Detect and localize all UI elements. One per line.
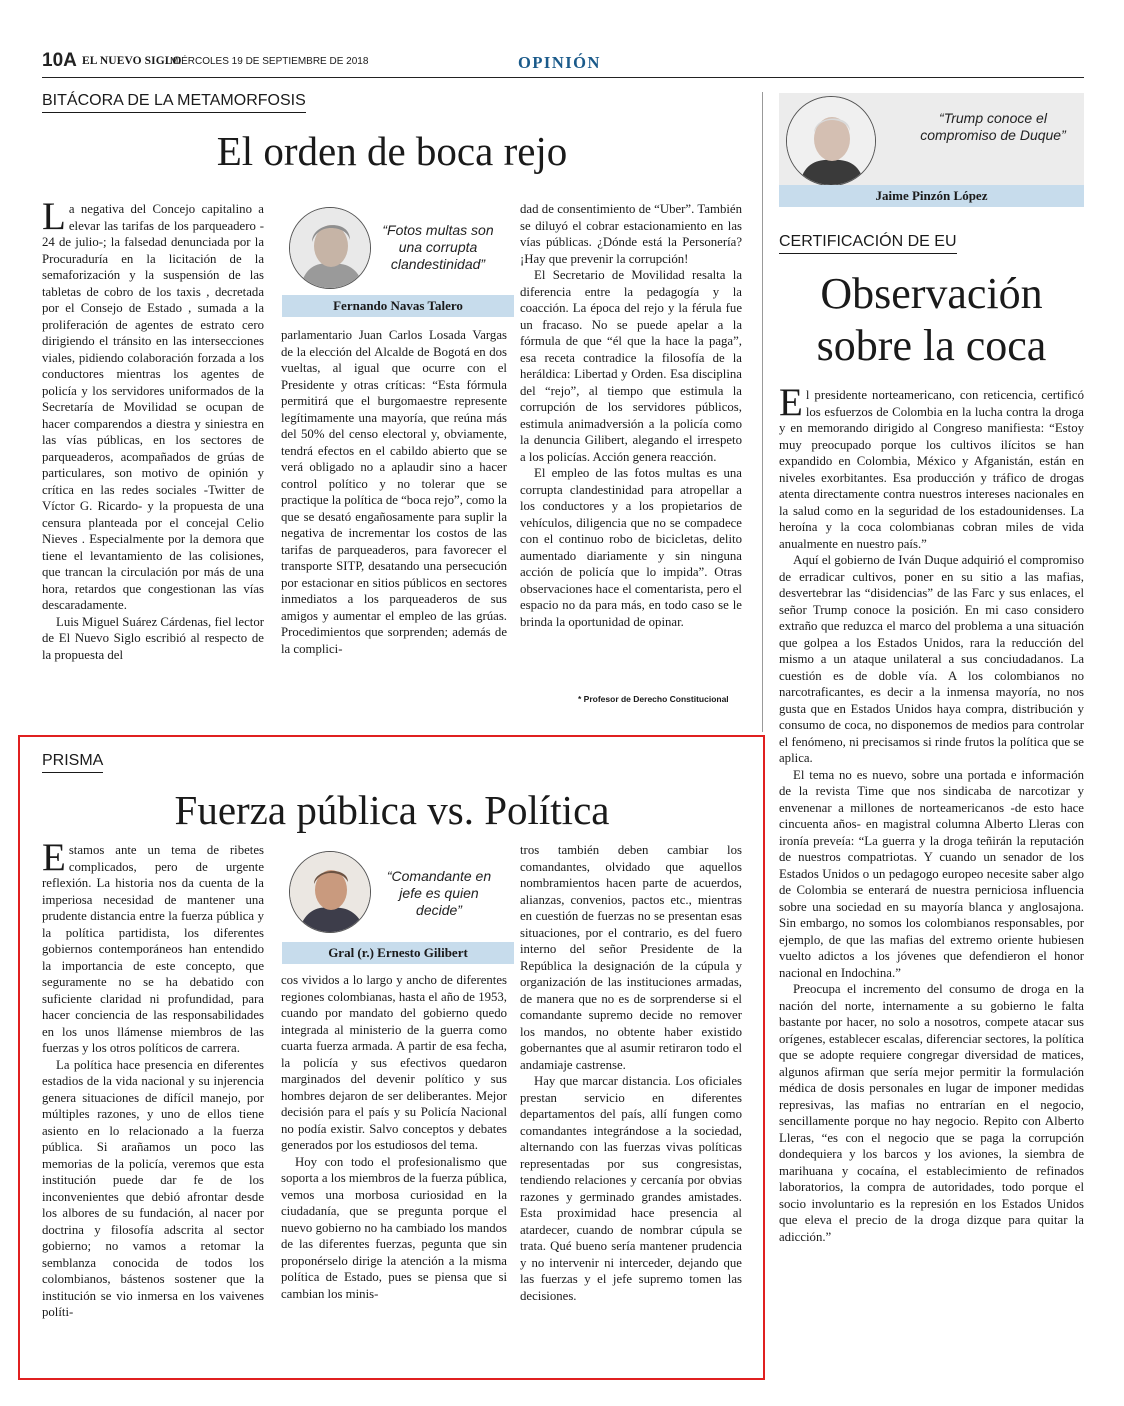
article1-kicker: BITÁCORA DE LA METAMORFOSIS bbox=[42, 91, 306, 113]
article1-quote: “Fotos multas son una corrupta clandestinidad” bbox=[382, 222, 494, 272]
article2-quote: “Trump conoce el compromiso de Duque” bbox=[920, 110, 1066, 143]
article2-headline bbox=[779, 268, 1084, 372]
article1-paragraph: Luis Miguel Suárez Cárdenas, fiel lector de El Nuevo Siglo escribió al respecto de la propuesta del bbox=[42, 614, 264, 662]
article2-paragraph: Preocupa el incremento del consumo de droga en la nación del norte, internamente a su gobierno le falta bastante por hacer, no solo a nosotros, compete atacar sus orígenes, establecer escalas, diferenciar sectores, la política que se adopte requiere congregar diversidad de matices, algunos afirman que sería mejor permitir la formulación médica de dosis personales en lugar de imponer medidas represivas, las mafias no entrarían en el negocio, sencillamente porque no hay negocio. Repito con Alberto Lleras, “es con el negocio que se paga la corrupción dondequiera y los barcos y los aviones, la siembra de marihuana y cocaína, el establecimiento de refinados laboratorios, la compra de autoridades, todo porque el socio involuntario es la represión en los Estados Unidos que eleva el precio de la droga dizque para quitar la adicción.” bbox=[779, 982, 1084, 1244]
author-photo bbox=[786, 96, 876, 186]
author-photo bbox=[289, 851, 371, 933]
paper-name: EL NUEVO SIGLO bbox=[82, 55, 182, 67]
article1-paragraph: El empleo de las fotos multas es una corrupta clandestinidad para atropellar a los conductores y a los propietarios de vehículos, diligencia que no se compadece con el continuo robo de bicicletas, delito aumentado diariamente y sin ninguna acción de policía que lo impida”. Otras observaciones hace el comentarista, pero el espacio no da para más, en todo caso se le brinda la oportunidad de opinar. bbox=[520, 466, 742, 629]
article3-paragraph: cos vividos a lo largo y ancho de diferentes regiones colombianas, hasta el año de 1953, cuando por mandato del gobierno quedo integrada al ministerio de la guerra como cuarta fuerza armada. A partir de esa fecha, la policía y sus efectivos quedaron marginados del devenir político y sus hombres dejaron de ser deliberantes. Mejor decisión para el país y su Policía Nacional no podía existir. Salvo conceptos y debates generados por los estudiosos del tema. bbox=[281, 973, 507, 1152]
article1-column-1 bbox=[42, 201, 264, 709]
author-portrait-icon bbox=[787, 97, 876, 186]
article1-paragraph: parlamentario Juan Carlos Losada Vargas de la elección del Alcalde de Bogotá en dos vueltas, al igual que ocurre con el Presidente y otras críticas: “Esta fórmula permitirá que el burgomaestre represente legítimamente una mayoría, que reúna más del 50% del censo electoral y, obviamente, tendrá efectos en el cabildo abierto que se verá obligado no a aplaudir sino a hacer control político y no tolerar que se practique la política de “boca rejo”, como la que se desató engañosamente para suplir la negativa de incrementar los costos de las tarifas de parqueaderos, para favorecer el transporte SITP, desatando una persecución por estacionar en sitios públicos en sectores inmediatos a los parqueaderos de sus amigos y aumentar el empleo de las grúas. Procedimientos que sorprenden; además de la complici- bbox=[281, 328, 507, 656]
article1-paragraph: a negativa del Concejo capitalino a elevar las tarifas de los parqueadero - 24 de julio-; la falsedad denunciada por la Procuraduría en la licitación de la semaforización y la suspensión de las tabletas de cobro de los taxis , decretada por el Consejo de Estado , sumada a la proliferación de agentes de estrato cero dirigiendo el tránsito en las intersecciones viales, pidiendo colaboración forzada a los conductores mientras los agentes de policía y los servidores uniformados de la Secretaría de Movilidad se ocupan de hacer comparendos a diestra y siniestra en las vías públicas, en los sectores de parqueaderos, acompañados de grúas de particulares, son motivo de opinión y crítica en las redes sociales -Twitter de Víctor G. Ricardo- y la propuesta de una censura planteada por el concejal Celio Nieves . Especialmente por la demora que tiene el levantamiento de las colisiones, que trancan la circulación por más de una hora, retardos que congestionan las vías descaradamente. bbox=[42, 202, 264, 612]
article2-headline-line2: sobre la coca bbox=[816, 321, 1047, 370]
dropcap-l: L bbox=[42, 201, 66, 238]
article3-paragraph: tros también deben cambiar los comandantes, olvidado que aquellos nombramientos hacen parte de acuerdos, alianzas, convenios, pactos etc., mientras en cuestión de fuerzas no se presentan esas situaciones, por el contrario, es del fuero interno del señor Presidente de la República la designación de la cúpula y organización de las instituciones armadas, de manera que no es de sorprenderse si el comandante supremo decide no remover los mandos, no obtente haber existido gobernantes que al asumir retiraron todo el andamiaje castrense. bbox=[520, 843, 742, 1072]
article1-footnote: * Profesor de Derecho Constitucional bbox=[578, 694, 729, 704]
article2-paragraph: Aquí el gobierno de Iván Duque adquirió el compromiso de erradicar cultivos, poner en su sitio a las mafias, desvertebrar las “disidencias” de las Farc y sus enlaces, el señor Trump conoce la posición. En mi caso considero extraño que reduzca el marco del problema a una situación que golpea a los Estados Unidos, rara la reducción del mismo a un ataque unilateral a sus conciudadanos. La cuestión es de doble vía. A los colombianos no narcotraficantes, es decir a la inmensa mayoría, no nos gusta que en Estados Unidos haya compra, distribución y consumo de coca, no disponemos de medios para controlar el fenómeno, ni precisamos si rinde frutos la política que se aplica. bbox=[779, 553, 1084, 765]
author-portrait-icon bbox=[290, 208, 371, 289]
article3-author-name: Gral (r.) Ernesto Gilibert bbox=[282, 942, 514, 964]
article2-kicker: CERTIFICACIÓN DE EU bbox=[779, 232, 957, 254]
article3-paragraph: Hay que marcar distancia. Los oficiales prestan servicio en diferentes departamentos del país, allí fungen como comandantes integrándose a la sociedad, alternando con las fuerzas vivas políticas representadas por sus congresistas, tendiendo relaciones y cercanía por obvias razones y germinado grandes amistades. Esta proximidad hace presencia al atardecer, cuando de nombrar cúpula se trata. Qué bueno sería mantener prudencia y no intervenir ni interceder, dejando que las fuerzas y el jefe supremo tomen las decisiones. bbox=[520, 1074, 742, 1303]
article2-body bbox=[779, 387, 1084, 1350]
article3-paragraph: stamos ante un tema de ribetes complicados, pero de urgente reflexión. La historia nos da cuenta de la imperiosa necesidad de mantener una prudente distancia entre la fuerza pública y la política partidista, los diferentes gobiernos contemporáneos han entendido la importancia de este concepto, que seguramente no se ha debatido con suficiente claridad ni profundidad, para hacer conciencia de las responsabilidades en los unos llámense miembros de las fuerzas y los otros políticos de carrera. bbox=[42, 843, 264, 1055]
article3-headline: Fuerza pública vs. Política bbox=[174, 787, 610, 833]
article1-paragraph: dad de consentimiento de “Uber”. También se diluyó el cobrar estacionamiento en las vías públicas. ¿Dónde está la Personería? ¡Hay que prevenir la corrupción! bbox=[520, 202, 742, 266]
page-number: 10A bbox=[42, 50, 77, 71]
article3-paragraph: Hoy con todo el profesionalismo que soporta a los miembros de la fuerza pública, vemos una morbosa curiosidad en la ciudadanía, que se pregunta porque el nuevo gobierno no ha cambiado los mandos de las diferentes fuerzas, pegunta que sin proponérselo dirige la atención a la misma política de Estado, pues se piensa que si cambian los minis- bbox=[281, 1154, 507, 1301]
article1-author-name: Fernando Navas Talero bbox=[282, 295, 514, 317]
dropcap-e: E bbox=[779, 387, 803, 424]
article1-paragraph: El Secretario de Movilidad resalta la diferencia entre la pedagogía y la coacción. La época del rejo y la férula fue un fracaso. No se puede apelar a la fórmula de que “él que la hace la paga”, esa receta contradice la filosofía de la heráldica: Libertad y Orden. Esa disciplina del “rejo”, al tiempo que estimula la corrupción de los servidores públicos, estimula animadversión a la policía como la denuncia Gilibert, alegando el irrespeto a los policías. Acción genera reacción. bbox=[520, 268, 742, 464]
article2-headline-line1: Observación bbox=[820, 269, 1043, 318]
masthead bbox=[42, 50, 1084, 78]
paper-date: MIÉRCOLES 19 DE SEPTIEMBRE DE 2018 bbox=[170, 56, 369, 67]
author-portrait-icon bbox=[290, 852, 371, 933]
section-name: OPINIÓN bbox=[518, 53, 601, 72]
article2-paragraph: El tema no es nuevo, sobre una portada e información de la revista Time que nos sindicaba de narcotizar y envenenar a millones de norteamericanos -de esto hace cincuenta años- en magistral columna Alberto Lleras con ironía preveía: “La guerra y la droga teñirán la reputación de nuestros compatriotas. Y cuando un senador de los Estados Unidos o un pedagogo europeo necesite saber algo de Colombia se enterará de nuestra perniciosa influencia sobre una sociedad en su mayoría blanca y anglosajona. Sin embargo, no somos los colombianos responsables, por ejemplo, de que las mafias del extremo oriente hubiesen vuelto adictos a los jóvenes que defendieron el honor nacional en Indochina.” bbox=[779, 767, 1084, 980]
article3-column-3 bbox=[520, 842, 742, 1352]
dropcap-e: E bbox=[42, 842, 66, 879]
article1-headline: El orden de boca rejo bbox=[216, 128, 568, 174]
column-divider bbox=[762, 92, 763, 732]
article3-kicker: PRISMA bbox=[42, 751, 103, 773]
article3-paragraph: La política hace presencia en diferentes estadios de la vida nacional y su injerencia genera situaciones de difícil manejo, por múltiples razones, y uno de ellos tiene asiento en lo relacionado a la fuerza pública. Si arañamos un poco las memorias de la policía, veremos que esta institución puede dar fe de los inconvenientes que debió afrontar desde los albores de su fundación, al nacer por doctrina y filosofía adscrita al sector gobierno; no vamos a retomar la semblanza conocida de todos los colombianos, bástenos sostener que la institución se vio inmersa en los vaivenes políti- bbox=[42, 1057, 264, 1319]
article1-column-3 bbox=[520, 201, 742, 689]
article2-paragraph: l presidente norteamericano, con reticencia, certificó los esfuerzos de Colombia en la lucha contra la droga y en memorando dirigido al Congreso manifiesta: “Estoy muy preocupado porque los cultivos ilícitos se han expandido en Colombia, México y Afganistán, están en niveles exorbitantes. Esa producción y tráfico de drogas atenta directamente contra nuestros intereses nacionales en la salud como en la seguridad de los estadounidenses. La heroína y la coca colombianas cobran miles de vida anualmente en nuestro país.” bbox=[779, 388, 1084, 551]
article3-quote: “Comandante en jefe es quien decide” bbox=[386, 868, 492, 918]
article1-column-2 bbox=[281, 327, 507, 707]
article2-author-name: Jaime Pinzón López bbox=[779, 185, 1084, 207]
author-photo bbox=[289, 207, 371, 289]
article3-column-1 bbox=[42, 842, 264, 1352]
article3-column-2 bbox=[281, 972, 507, 1352]
